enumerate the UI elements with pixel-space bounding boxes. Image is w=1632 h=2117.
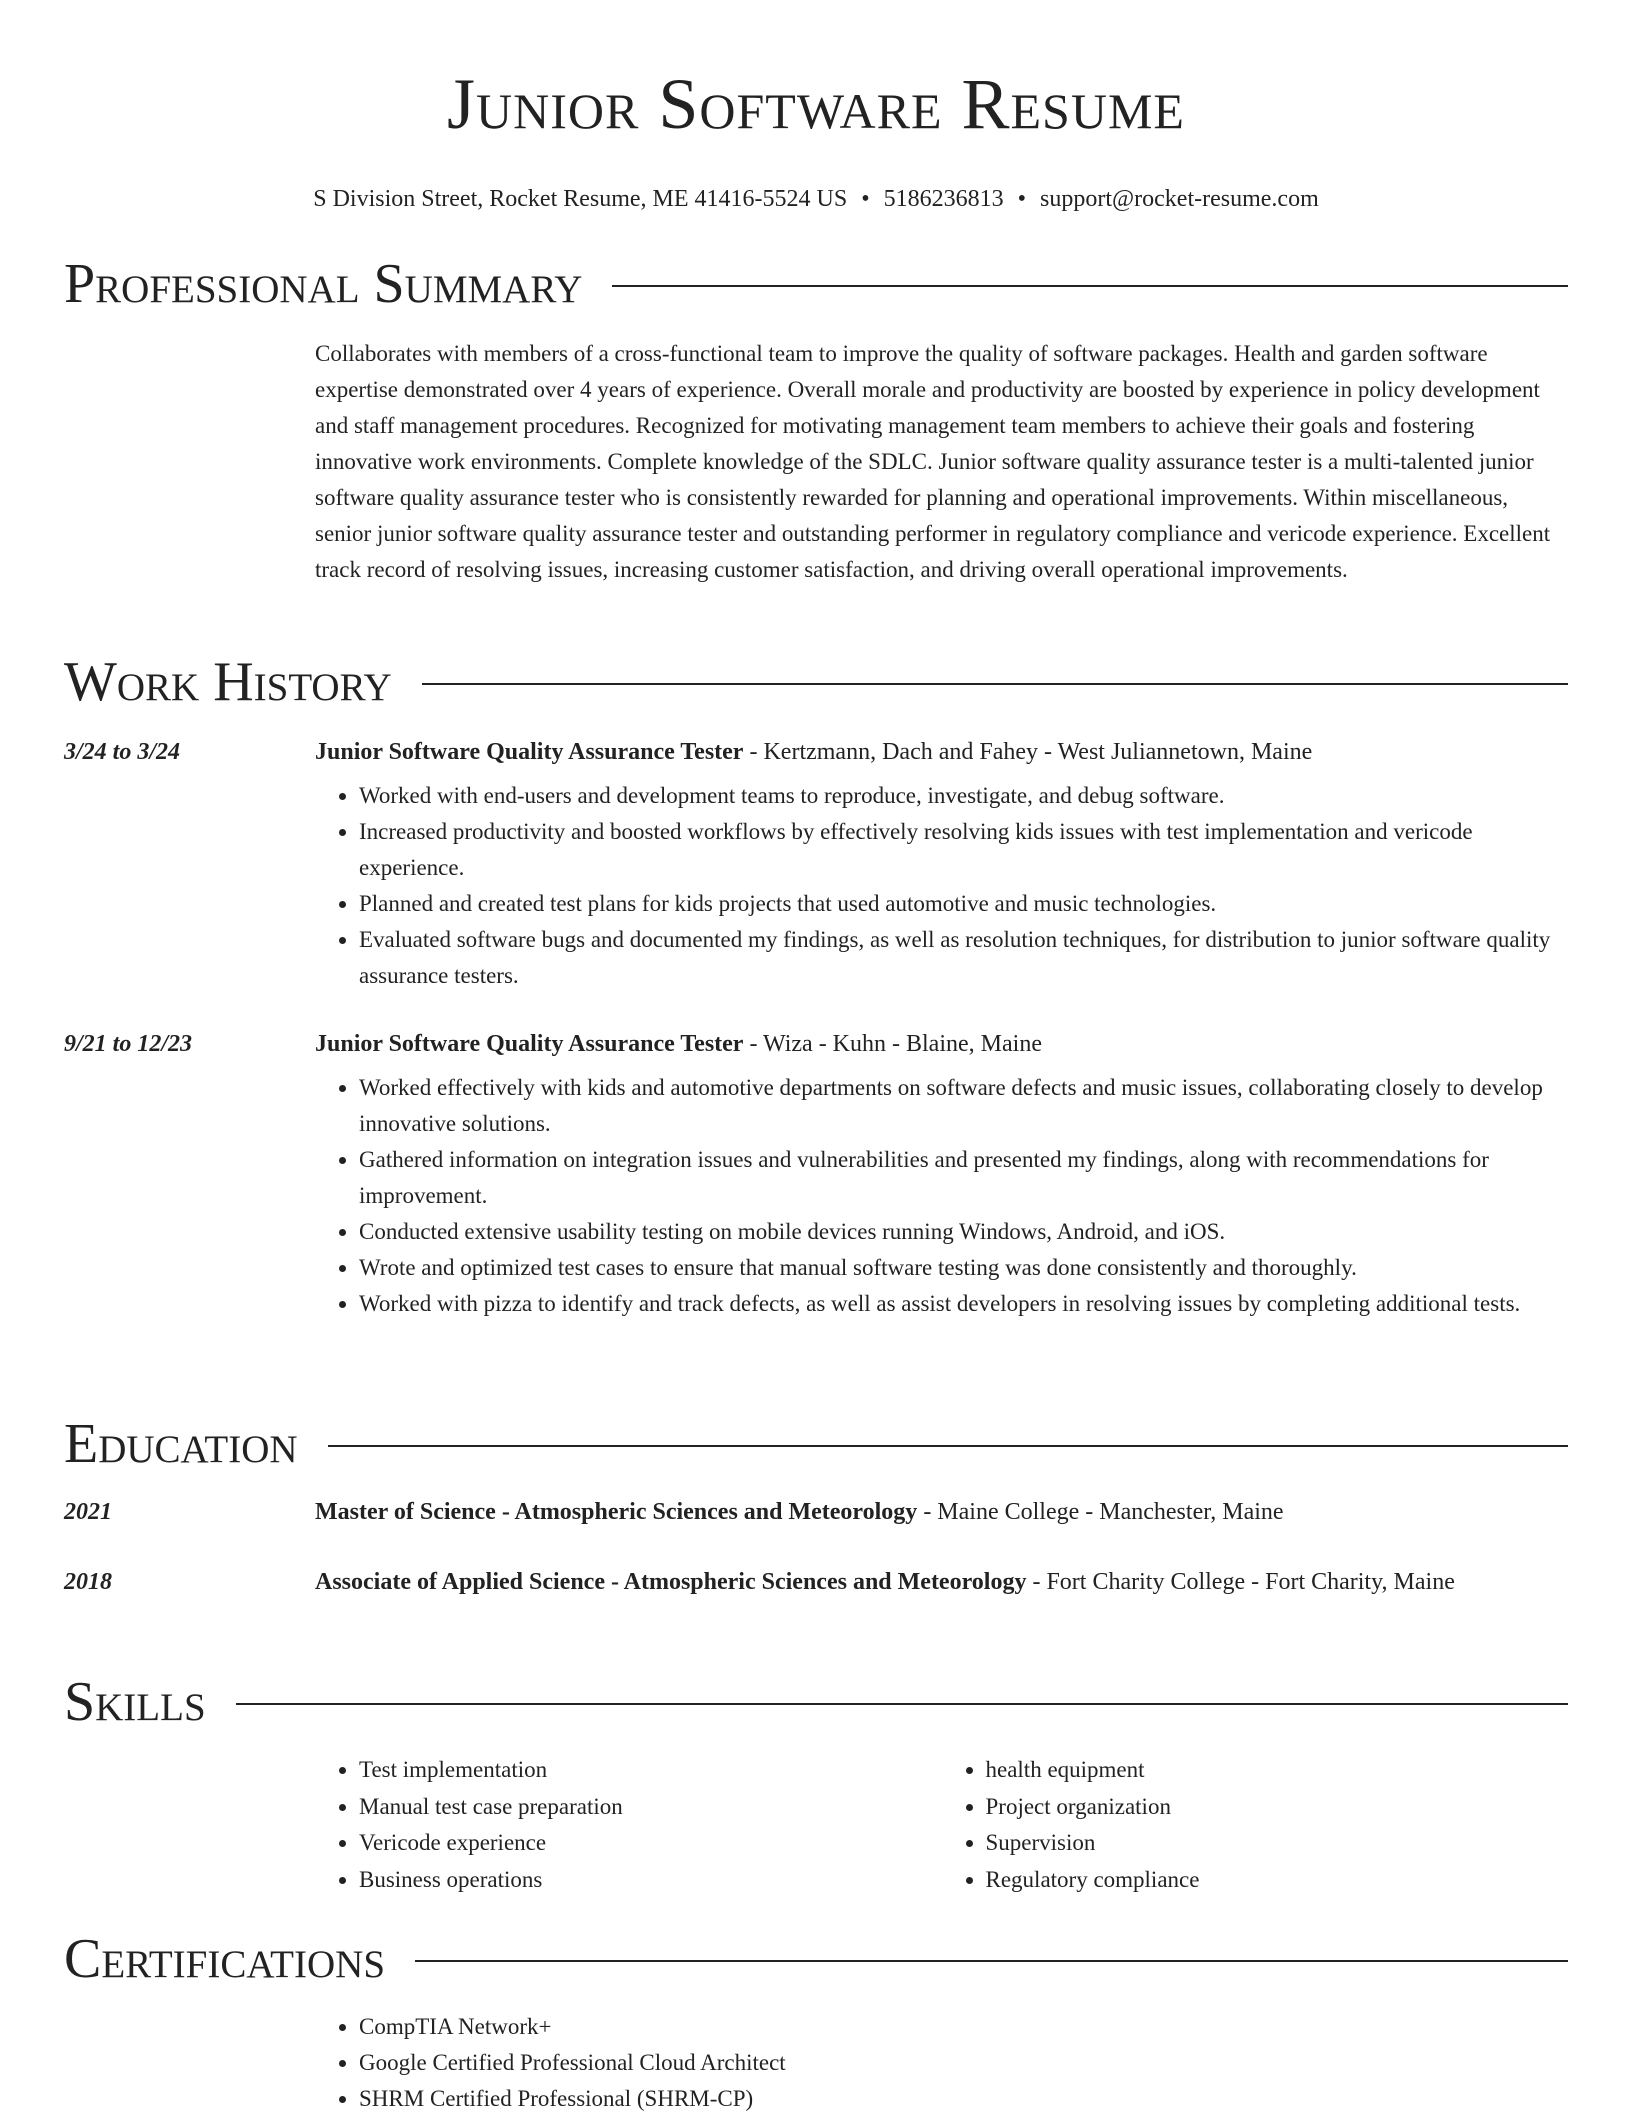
skills-list-right: [942, 1752, 1569, 1898]
section-divider: [415, 1960, 1568, 1962]
section-title: Skills: [64, 1671, 206, 1733]
section-title: Professional Summary: [64, 253, 583, 315]
job-details: - Kertzmann, Dach and Fahey - West Juliannetown, Maine: [743, 739, 1313, 765]
summary-header: [64, 252, 1568, 316]
job-heading: [315, 732, 1568, 772]
section-divider: [422, 683, 1568, 685]
section-title: Certifications: [64, 1928, 386, 1990]
education-header: [64, 1412, 1568, 1476]
summary-section: [64, 252, 1568, 588]
section-divider: [236, 1703, 1568, 1705]
section-divider: [328, 1445, 1568, 1447]
skill-item: • Business operations: [359, 1862, 942, 1899]
contact-address: S Division Street, Rocket Resume, ME 41416-5524 US: [313, 186, 848, 212]
certifications-section: [64, 1927, 1568, 2117]
job-bullet: • Conducted extensive usability testing on mobile devices running Windows, Android, and iOS.: [359, 1214, 1568, 1250]
education-heading: [315, 1562, 1568, 1602]
job-title: Junior Software Quality Assurance Tester: [315, 739, 744, 765]
skill-item: • Vericode experience: [359, 1825, 942, 1862]
job-entry: [64, 732, 1568, 994]
job-entry: [64, 1024, 1568, 1322]
work-history-section: [64, 650, 1568, 1322]
contact-phone: 5186236813: [883, 186, 1004, 212]
job-details: - Wiza - Kuhn - Blaine, Maine: [743, 1031, 1042, 1057]
job-bullet: • Worked with end-users and development teams to reproduce, investigate, and debug software.: [359, 778, 1568, 814]
job-bullets: [315, 1070, 1568, 1322]
resume-name: Junior Software Resume: [447, 64, 1185, 144]
education-entry: [64, 1492, 1568, 1532]
skill-item: • Manual test case preparation: [359, 1789, 942, 1826]
certification-item: • Google Certified Professional Cloud Architect: [359, 2045, 1568, 2081]
contact-email[interactable]: support@rocket-resume.com: [1040, 186, 1319, 212]
job-bullet: • Worked effectively with kids and automotive departments on software defects and music issues, collaborating closely to develop innovative solutions.: [359, 1070, 1568, 1142]
job-title: Junior Software Quality Assurance Tester: [315, 1031, 744, 1057]
summary-text: Collaborates with members of a cross-functional team to improve the quality of software packages. Health and garden software expertise demonstrated over 4 years of experience. Overall morale and productivity are boosted by experience in policy development and staff management procedures. Recognized for motivating management team members to achieve their goals and fostering innovative work environments. Complete knowledge of the SDLC. Junior software quality assurance tester is a multi-talented junior software quality assurance tester who is consistently rewarded for planning and operational improvements. Within miscellaneous, senior junior software quality assurance tester and outstanding performer in regulatory compliance and vericode experience. Excellent track record of resolving issues, increasing customer satisfaction, and driving overall operational improvements.: [315, 341, 1551, 582]
certifications-header: [64, 1927, 1568, 1991]
job-bullet: • Evaluated software bugs and documented my findings, as well as resolution techniques, for distribution to junior software quality assurance testers.: [359, 922, 1568, 994]
skill-item: • health equipment: [986, 1752, 1569, 1789]
skills-list-left: [315, 1752, 942, 1898]
contact-line: [0, 184, 1632, 214]
job-bullet: • Wrote and optimized test cases to ensure that manual software testing was done consistently and thoroughly.: [359, 1250, 1568, 1286]
skills-section: [64, 1670, 1568, 1898]
section-title: Education: [64, 1413, 298, 1475]
education-degree: Master of Science - Atmospheric Sciences and Meteorology: [315, 1499, 918, 1525]
contact-separator: •: [1017, 186, 1027, 212]
skill-item: • Project organization: [986, 1789, 1569, 1826]
certification-item: • SHRM Certified Professional (SHRM-CP): [359, 2081, 1568, 2117]
job-dates: 9/21 to 12/23: [64, 1031, 193, 1057]
education-heading: [315, 1492, 1568, 1532]
section-title: Work History: [64, 651, 392, 713]
certification-item: • CompTIA Network+: [359, 2009, 1568, 2045]
skill-item: • Test implementation: [359, 1752, 942, 1789]
education-details: - Maine College - Manchester, Maine: [917, 1499, 1284, 1525]
work-history-header: [64, 650, 1568, 714]
contact-separator: •: [861, 186, 870, 212]
job-bullet: • Planned and created test plans for kids projects that used automotive and music technologies.: [359, 886, 1568, 922]
job-bullet: • Gathered information on integration issues and vulnerabilities and presented my findings, along with recommendations for improvement.: [359, 1142, 1568, 1214]
education-year: 2021: [64, 1499, 112, 1525]
job-heading: [315, 1024, 1568, 1064]
certifications-list: [315, 2009, 1568, 2117]
skill-item: • Regulatory compliance: [986, 1862, 1569, 1899]
skills-columns: [315, 1752, 1568, 1898]
job-dates: 3/24 to 3/24: [64, 739, 181, 765]
job-bullet: • Increased productivity and boosted workflows by effectively resolving kids issues with test implementation and vericode experience.: [359, 814, 1568, 886]
education-degree: Associate of Applied Science - Atmospheric Sciences and Meteorology: [315, 1569, 1027, 1595]
job-bullets: [315, 778, 1568, 994]
education-year: 2018: [64, 1569, 112, 1595]
education-details: - Fort Charity College - Fort Charity, Maine: [1026, 1569, 1455, 1595]
skills-header: [64, 1670, 1568, 1734]
education-section: [64, 1412, 1568, 1602]
skill-item: • Supervision: [986, 1825, 1569, 1862]
job-bullet: • Worked with pizza to identify and track defects, as well as assist developers in resolving issues by completing additional tests.: [359, 1286, 1568, 1322]
section-divider: [612, 285, 1568, 287]
education-entry: [64, 1562, 1568, 1602]
